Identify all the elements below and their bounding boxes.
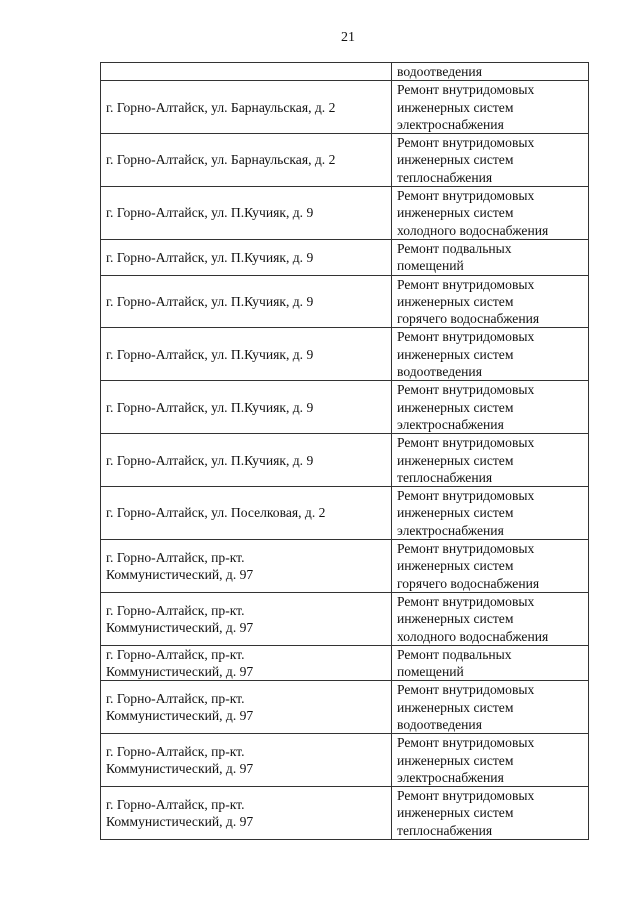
address-cell bbox=[101, 328, 392, 381]
work-cell-line: Ремонт внутридомовых bbox=[397, 135, 535, 151]
table-row bbox=[101, 487, 589, 540]
work-cell-line: инженерных систем bbox=[397, 205, 514, 221]
table-row bbox=[101, 328, 589, 381]
work-cell-line: горячего водоснабжения bbox=[397, 575, 540, 591]
work-cell-line: инженерных систем bbox=[397, 99, 514, 115]
address-cell bbox=[101, 540, 392, 593]
work-cell-line: инженерных систем bbox=[397, 752, 514, 768]
work-cell bbox=[392, 381, 589, 434]
address-cell bbox=[101, 787, 392, 840]
table-row bbox=[101, 787, 589, 840]
work-cell bbox=[392, 275, 589, 328]
table-row bbox=[101, 734, 589, 787]
work-cell-line: инженерных систем bbox=[397, 611, 514, 627]
table-row bbox=[101, 434, 589, 487]
work-cell bbox=[392, 681, 589, 734]
work-cell-line: инженерных систем bbox=[397, 346, 514, 362]
work-cell bbox=[392, 328, 589, 381]
table-row bbox=[101, 134, 589, 187]
work-cell bbox=[392, 645, 589, 681]
work-cell-line: водоотведения bbox=[397, 364, 482, 380]
address-cell bbox=[101, 81, 392, 134]
work-cell-line: инженерных систем bbox=[397, 399, 514, 415]
work-cell-line: инженерных систем bbox=[397, 505, 514, 521]
address-cell-line: г. Горно-Алтайск, пр-кт. bbox=[106, 743, 245, 759]
address-cell bbox=[101, 434, 392, 487]
work-cell-line: электроснабжения bbox=[397, 116, 504, 132]
address-cell-line: Коммунистический, д. 97 bbox=[106, 664, 254, 680]
work-cell bbox=[392, 187, 589, 240]
work-cell-line: инженерных систем bbox=[397, 699, 514, 715]
address-cell-line: г. Горно-Алтайск, ул. П.Кучияк, д. 9 bbox=[106, 249, 314, 265]
work-cell-line: водоотведения bbox=[397, 716, 482, 732]
address-cell-line: г. Горно-Алтайск, пр-кт. bbox=[106, 691, 245, 707]
work-cell-line: электроснабжения bbox=[397, 416, 504, 432]
work-cell-line: холодного водоснабжения bbox=[397, 628, 549, 644]
address-cell-line: Коммунистический, д. 97 bbox=[106, 566, 254, 582]
work-cell-line: Ремонт внутридомовых bbox=[397, 329, 535, 345]
table-row bbox=[101, 381, 589, 434]
work-cell-line: помещений bbox=[397, 258, 464, 274]
work-cell bbox=[392, 81, 589, 134]
work-cell-line: Ремонт подвальных bbox=[397, 240, 512, 256]
work-cell-line: Ремонт внутридомовых bbox=[397, 488, 535, 504]
address-cell bbox=[101, 487, 392, 540]
work-cell-line: Ремонт внутридомовых bbox=[397, 435, 535, 451]
work-cell bbox=[392, 787, 589, 840]
work-cell bbox=[392, 592, 589, 645]
work-cell bbox=[392, 63, 589, 81]
table-row bbox=[101, 187, 589, 240]
work-cell-line: Ремонт внутридомовых bbox=[397, 188, 535, 204]
address-cell bbox=[101, 239, 392, 275]
work-cell-line: инженерных систем bbox=[397, 293, 514, 309]
address-cell bbox=[101, 645, 392, 681]
work-cell-line: Ремонт внутридомовых bbox=[397, 541, 535, 557]
work-cell-line: Ремонт внутридомовых bbox=[397, 682, 535, 698]
address-cell bbox=[101, 681, 392, 734]
work-cell-line: инженерных систем bbox=[397, 558, 514, 574]
work-cell bbox=[392, 434, 589, 487]
work-cell-line: теплоснабжения bbox=[397, 822, 493, 838]
work-cell-line: теплоснабжения bbox=[397, 469, 493, 485]
work-cell-line: электроснабжения bbox=[397, 522, 504, 538]
work-cell-line: Ремонт внутридомовых bbox=[397, 276, 535, 292]
work-cell-line: холодного водоснабжения bbox=[397, 222, 549, 238]
address-cell-line: г. Горно-Алтайск, ул. Барнаульская, д. 2 bbox=[106, 152, 336, 168]
address-cell-line: г. Горно-Алтайск, пр-кт. bbox=[106, 796, 245, 812]
work-cell-line: инженерных систем bbox=[397, 152, 514, 168]
address-cell-line: г. Горно-Алтайск, пр-кт. bbox=[106, 549, 245, 565]
address-cell-line: г. Горно-Алтайск, ул. П.Кучияк, д. 9 bbox=[106, 452, 314, 468]
work-cell-line: помещений bbox=[397, 664, 464, 680]
address-cell bbox=[101, 187, 392, 240]
table-row bbox=[101, 239, 589, 275]
address-cell-line: г. Горно-Алтайск, ул. П.Кучияк, д. 9 bbox=[106, 205, 314, 221]
address-cell bbox=[101, 63, 392, 81]
work-cell-line: электроснабжения bbox=[397, 769, 504, 785]
work-cell bbox=[392, 134, 589, 187]
address-cell bbox=[101, 134, 392, 187]
table-row bbox=[101, 681, 589, 734]
address-cell-line: Коммунистический, д. 97 bbox=[106, 619, 254, 635]
address-cell bbox=[101, 381, 392, 434]
address-cell bbox=[101, 592, 392, 645]
address-cell-line: г. Горно-Алтайск, ул. П.Кучияк, д. 9 bbox=[106, 293, 314, 309]
work-cell bbox=[392, 487, 589, 540]
address-cell-line: Коммунистический, д. 97 bbox=[106, 761, 254, 777]
work-cell-line: теплоснабжения bbox=[397, 169, 493, 185]
work-cell bbox=[392, 734, 589, 787]
address-cell-line: Коммунистический, д. 97 bbox=[106, 708, 254, 724]
table-row bbox=[101, 63, 589, 81]
work-cell bbox=[392, 540, 589, 593]
address-cell-line: г. Горно-Алтайск, ул. Поселковая, д. 2 bbox=[106, 505, 326, 521]
table-row bbox=[101, 540, 589, 593]
work-cell-line: инженерных систем bbox=[397, 452, 514, 468]
address-works-table bbox=[100, 62, 589, 840]
work-cell-line: Ремонт внутридомовых bbox=[397, 82, 535, 98]
work-cell-line: Ремонт внутридомовых bbox=[397, 788, 535, 804]
work-cell-line: Ремонт подвальных bbox=[397, 646, 512, 662]
work-cell bbox=[392, 239, 589, 275]
work-cell-line: Ремонт внутридомовых bbox=[397, 382, 535, 398]
page-number: 21 bbox=[341, 30, 355, 45]
work-cell-line: водоотведения bbox=[397, 64, 482, 79]
table-row bbox=[101, 81, 589, 134]
table-row bbox=[101, 592, 589, 645]
address-cell bbox=[101, 275, 392, 328]
work-cell-line: горячего водоснабжения bbox=[397, 311, 540, 327]
address-cell bbox=[101, 734, 392, 787]
address-cell-line: г. Горно-Алтайск, пр-кт. bbox=[106, 646, 245, 662]
work-cell-line: инженерных систем bbox=[397, 805, 514, 821]
address-cell-line: г. Горно-Алтайск, ул. П.Кучияк, д. 9 bbox=[106, 399, 314, 415]
table-row bbox=[101, 645, 589, 681]
address-cell-line: Коммунистический, д. 97 bbox=[106, 814, 254, 830]
table-row bbox=[101, 275, 589, 328]
address-cell-line: г. Горно-Алтайск, ул. П.Кучияк, д. 9 bbox=[106, 346, 314, 362]
address-cell-line: г. Горно-Алтайск, ул. Барнаульская, д. 2 bbox=[106, 99, 336, 115]
work-cell-line: Ремонт внутридомовых bbox=[397, 735, 535, 751]
work-cell-line: Ремонт внутридомовых bbox=[397, 593, 535, 609]
address-cell-line: г. Горно-Алтайск, пр-кт. bbox=[106, 602, 245, 618]
